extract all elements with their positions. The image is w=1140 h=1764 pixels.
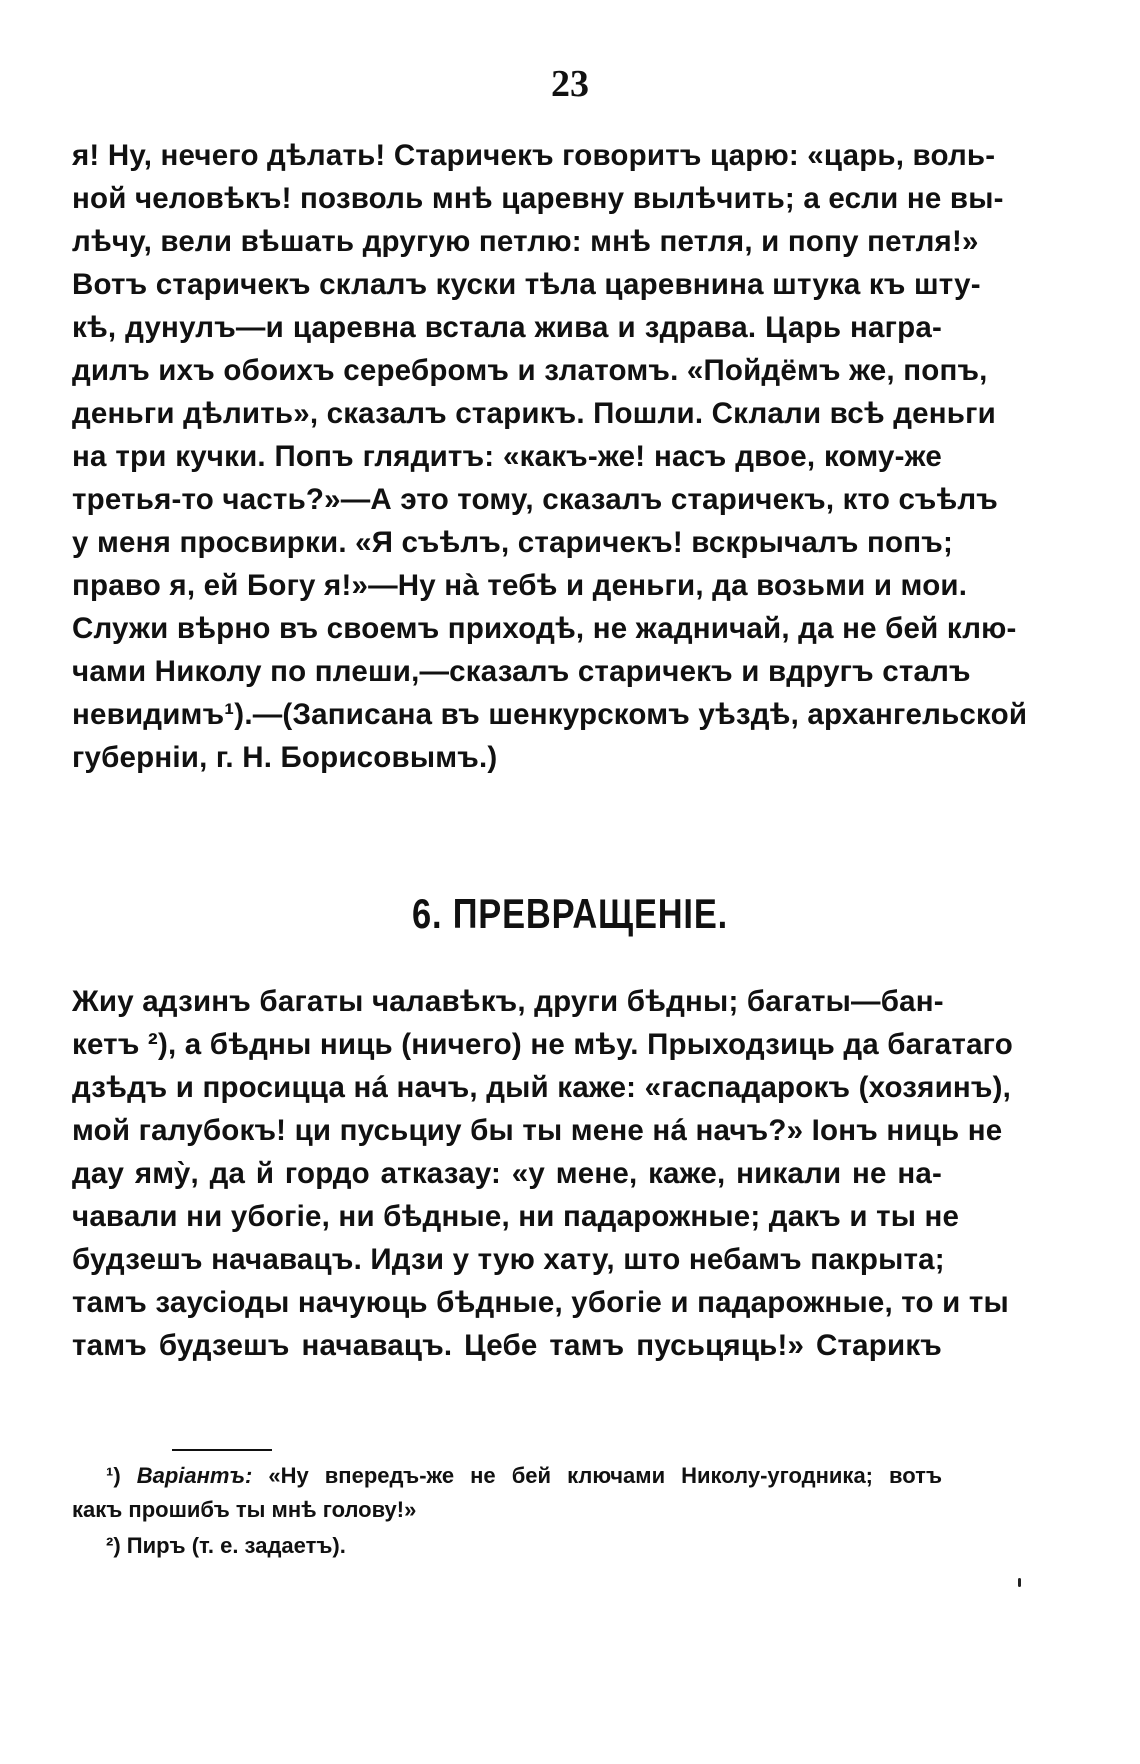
section-heading: 6. ПРЕВРАЩЕНІЕ. <box>411 890 729 937</box>
print-speck <box>1018 1578 1021 1587</box>
text-line: чавали ни убогіе, ни бѣдные, ни падарожные; дакъ и ты не <box>72 1200 960 1233</box>
footnote-2-marker: ²) <box>106 1533 121 1558</box>
text-line: Жиу адзинъ багаты чалавѣкъ, други бѣдны; багаты—бан- <box>72 985 944 1018</box>
text-line: третья-то часть?»—А это тому, сказалъ старичекъ, кто съѣлъ <box>72 483 999 516</box>
footnote-1 <box>106 1460 942 1492</box>
text-line: будзешъ начавацъ. Идзи у тую хату, што небамъ пакрыта; <box>72 1243 945 1276</box>
text-line: Служи вѣрно въ своемъ приходѣ, не жадничай, да не бей клю- <box>72 612 1017 645</box>
text-line: деньги дѣлить», сказалъ старикъ. Пошли. Склали всѣ деньги <box>72 397 996 430</box>
footnote-divider <box>172 1449 272 1451</box>
text-line: кетъ ²), а бѣдны ниць (ничего) не мѣу. Прыходзиць да багатаго <box>72 1028 1013 1061</box>
footnote-1-continuation: какъ прошибъ ты мнѣ голову!» <box>72 1497 417 1522</box>
footnote-2-text: Пиръ (т. е. задаетъ). <box>126 1533 346 1558</box>
text-line: невидимъ¹).—(Записана въ шенкурскомъ уѣздѣ, архангельской <box>72 698 1028 731</box>
text-line: мой галубокъ! ци пусьциу бы ты мене нá начъ?» Іонъ ниць не <box>72 1114 1003 1147</box>
footnote-1-text: «Ну впередъ-же не бей ключами Николу-угодника; вотъ <box>268 1463 942 1488</box>
footnote-1-label: Варіантъ: <box>136 1463 253 1488</box>
text-line: чами Николу по плеши,—сказалъ старичекъ и вдругъ сталъ <box>72 655 971 688</box>
text-line: я! Ну, нечего дѣлать! Старичекъ говоритъ царю: «царь, воль- <box>72 139 996 172</box>
text-line: на три кучки. Попъ глядитъ: «какъ-же! насъ двое, кому-же <box>72 440 942 473</box>
footnote-2 <box>106 1530 942 1562</box>
page-number: 23 <box>551 63 589 105</box>
text-line: у меня просвирки. «Я съѣлъ, старичекъ! вскрычалъ попъ; <box>72 526 953 559</box>
text-line: тамъ будзешъ начавацъ. Цебе тамъ пусьцяць!» Старикъ <box>72 1329 942 1362</box>
text-line: ной человѣкъ! позволь мнѣ царевну вылѣчить; а если не вы- <box>72 182 1004 215</box>
text-line: губерніи, г. Н. Борисовымъ.) <box>72 741 498 774</box>
text-line: тамъ заусіоды начуюць бѣдные, убогіе и падарожные, то и ты <box>72 1286 1009 1319</box>
footnote-1-marker: ¹) <box>106 1463 121 1488</box>
text-line: дау яму̀, да й гордо атказау: «у мене, каже, никали не на- <box>72 1157 942 1190</box>
text-line: право я, ей Богу я!»—Ну нà тебѣ и деньги, да возьми и мои. <box>72 569 968 602</box>
text-line: дилъ ихъ обоихъ серебромъ и златомъ. «Пойдёмъ же, попъ, <box>72 354 988 387</box>
text-line: лѣчу, вели вѣшать другую петлю: мнѣ петля, и попу петля!» <box>72 225 979 258</box>
text-line: Вотъ старичекъ склалъ куски тѣла царевнина штука къ шту- <box>72 268 981 301</box>
text-line: дзѣдъ и просицца нá начъ, дый каже: «гаспадарокъ (хозяинъ), <box>72 1071 1012 1104</box>
text-line: кѣ, дунулъ—и царевна встала жива и здрава. Царь награ- <box>72 311 942 344</box>
